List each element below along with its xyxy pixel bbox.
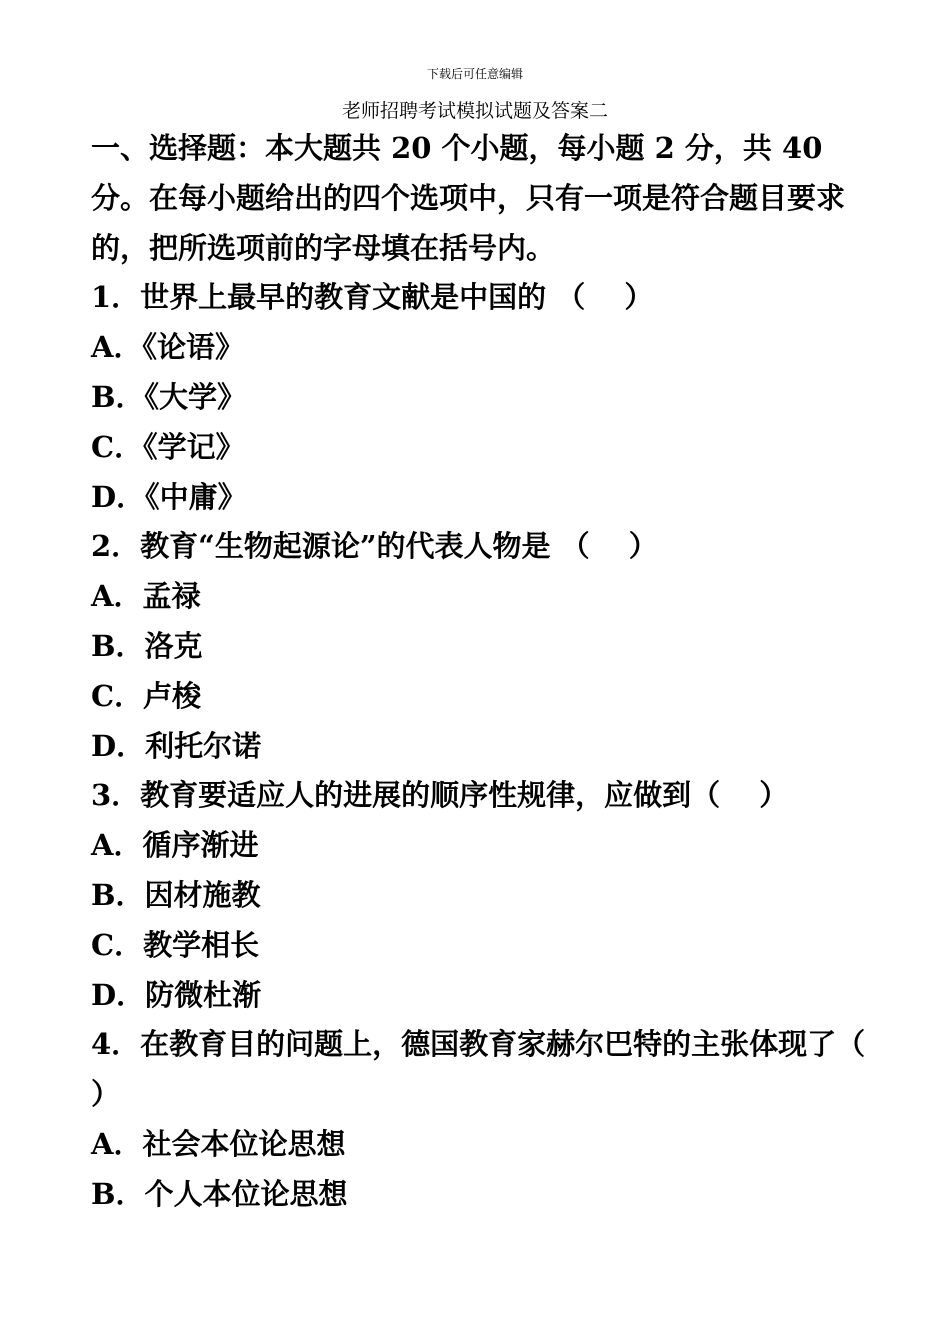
question-2: [91, 522, 871, 771]
document-title: 老师招聘考试模拟试题及答案二: [341, 100, 608, 122]
question-stem: 1．世界上最早的教育文献是中国的 （ ）: [91, 280, 654, 315]
option-d: D．防微杜渐: [91, 977, 262, 1012]
option-d: D．利托尔诺: [91, 728, 262, 763]
question-stem: 4．在教育目的问题上，德国教育家赫尔巴特的主张体现了（ ）: [91, 1027, 905, 1112]
option-d: D．《中庸》: [91, 479, 247, 514]
section-heading: 一、选择题：本大题共 20 个小题，每小题 2 分，共 40 分。在每小题给出的四个选项中，只有一项是符合题目要求的，把所选项前的字母填在括号内。: [91, 131, 846, 265]
option-b: B．洛克: [91, 628, 203, 663]
option-c: C．《学记》: [91, 429, 245, 464]
document-body: [91, 124, 905, 1220]
option-b: B．个人本位论思想: [91, 1176, 348, 1211]
question-4: [91, 1020, 905, 1219]
option-a: A．循序渐进: [91, 828, 259, 863]
option-a: A．孟禄: [91, 579, 201, 614]
option-b: B．因材施教: [91, 877, 261, 912]
option-c: C．教学相长: [91, 927, 260, 962]
option-c: C．卢梭: [91, 678, 202, 713]
header-note: 下载后可任意编辑: [426, 67, 523, 81]
question-1: [91, 273, 871, 522]
question-stem: 3．教育要适应人的进展的顺序性规律，应做到（ ）: [91, 778, 789, 813]
option-a: A．社会本位论思想: [91, 1126, 346, 1161]
option-b: B．《大学》: [91, 379, 247, 414]
question-3: [91, 771, 871, 1020]
question-stem: 2．教育“生物起源论”的代表人物是 （ ）: [91, 529, 658, 564]
option-a: A．《论语》: [91, 330, 245, 365]
